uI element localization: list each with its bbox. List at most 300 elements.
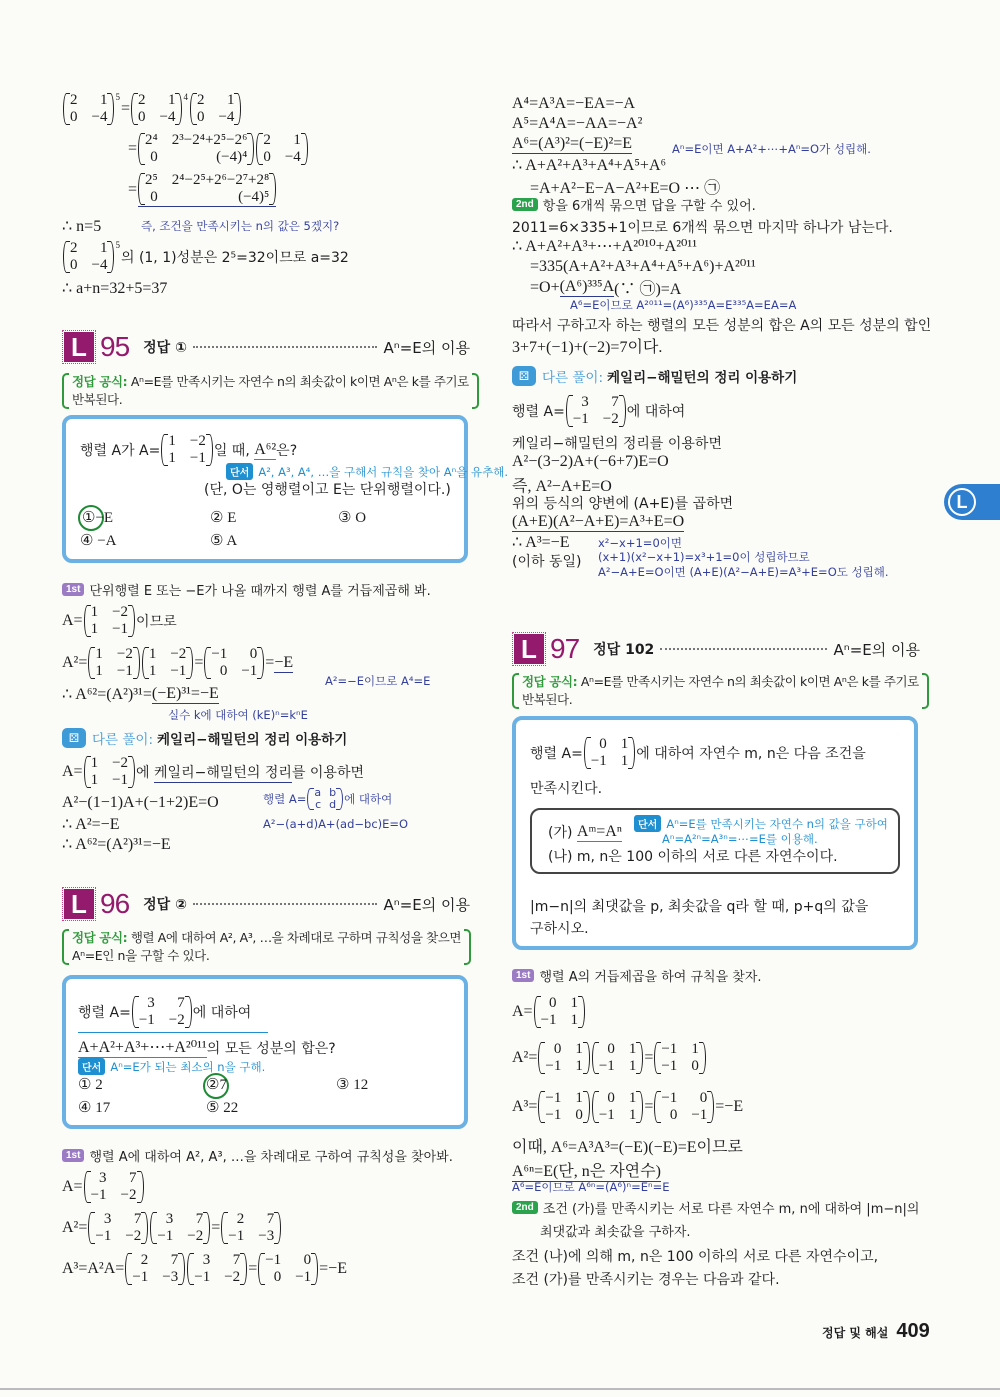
text: A²= (62, 1219, 88, 1236)
matrix-entry: 2³−2⁴+2⁵−2⁶ (171, 132, 248, 148)
equals: = (644, 1049, 654, 1066)
math-line (62, 1211, 282, 1245)
text-line (512, 334, 662, 357)
answer: 정답 ② (143, 897, 187, 913)
text: 조건 (가)를 만족시키는 경우는 다음과 같다. (512, 1272, 780, 1288)
math-line (62, 604, 177, 638)
choice-1[interactable]: ① 2 (78, 1077, 103, 1093)
matrix (307, 787, 343, 811)
text: 항을 6개씩 묶으면 답을 구할 수 있어. (542, 199, 756, 214)
text: 에 (136, 765, 155, 781)
equals: = (644, 1098, 654, 1115)
matrix-entry: 1 (148, 646, 157, 662)
text: 따라서 구하고자 하는 행렬의 모든 성분의 합은 A의 모든 성분의 합인 (512, 318, 932, 334)
matrix-entry: −2 (168, 1012, 185, 1028)
math-line (530, 276, 681, 299)
matrix-entry: −1 (545, 1090, 562, 1106)
matrix-exponent: 4 (183, 92, 188, 102)
math-line (62, 834, 171, 854)
matrix-entry: 1 (628, 1090, 637, 1106)
math-line (62, 684, 219, 704)
note: 즉, 조건을 만족시키는 n의 값은 5겠지? (141, 219, 340, 233)
matrix-entry: −2 (112, 604, 129, 620)
text-line (512, 551, 581, 571)
matrix-entry: −1 (241, 663, 258, 679)
matrix-entry: 2 (70, 240, 78, 256)
matrix-entry: 1 (226, 92, 235, 108)
text: =−E (715, 1098, 744, 1115)
step-tag: 1st (62, 1149, 84, 1162)
matrix-entry: −1 (265, 1252, 282, 1268)
formula-text: Aⁿ=E인 n을 구할 수 있다. (72, 948, 210, 963)
formula-box (512, 673, 929, 709)
page-edge (0, 1388, 1000, 1390)
matrix-entry: −2 (112, 755, 129, 771)
math-line (512, 532, 569, 552)
text: (가) (548, 825, 577, 841)
note: Aⁿ=E이면 A+A²+⋯+Aⁿ=O가 성립해. (672, 142, 871, 156)
matrix-entry: 3 (165, 1211, 174, 1227)
matrix-entry: 2 (70, 92, 78, 108)
formula-label: 정답 공식: (72, 930, 128, 945)
matrix-grid (256, 132, 307, 166)
matrix-entry: −1 (661, 1058, 678, 1074)
text: 케일리−해밀턴의 정리 (154, 762, 292, 783)
matrix-entry: 2⁴−2⁵+2⁶−2⁷+2⁸ (171, 172, 270, 188)
matrix-entry: 2 (263, 132, 271, 148)
matrix-entry: 3 (103, 1211, 112, 1227)
matrix-grid (204, 646, 264, 680)
matrix-grid (258, 1252, 318, 1286)
text: 2011=6×335+1이므로 6개씩 묶으면 마지막 하나가 남는다. (512, 220, 893, 236)
matrix-entry: 1 (620, 753, 629, 769)
matrix-entry: 1 (90, 755, 99, 771)
matrix-grid (538, 1090, 589, 1124)
text: 의 모든 성분의 합은? (206, 1040, 336, 1057)
text: 최댓값과 최솟값을 구하자. (540, 1225, 691, 1240)
condition (204, 479, 451, 499)
text: (이하 동일) (512, 554, 582, 570)
text: 행렬 A= (512, 404, 565, 420)
matrix-grid (534, 995, 585, 1029)
text: A³= (512, 1098, 538, 1115)
matrix-entry: 0 (70, 257, 78, 273)
choice-3[interactable]: ③ 12 (336, 1077, 369, 1093)
matrix (566, 394, 626, 428)
text: A⁶ⁿ=E(단, n은 자연수) (512, 1158, 661, 1182)
alt-solution-header (512, 366, 797, 386)
matrix (221, 1211, 281, 1245)
topic: Aⁿ=E의 이용 (383, 338, 470, 357)
problem-header-95 (64, 330, 470, 364)
matrix (187, 1252, 247, 1286)
equals: = (211, 1219, 221, 1236)
problem-number: 95 (100, 331, 130, 362)
text: (나) m, n은 100 이하의 서로 다른 자연수이다. (548, 849, 838, 865)
text-line (530, 896, 868, 916)
problem-number: 97 (550, 633, 580, 664)
matrix-entry: 1 (167, 92, 176, 108)
note: A²−A+E=O이면 (A+E)(A²−A+E)=A³+E=O도 성립해. (598, 565, 889, 579)
text: ∴ A⁶²=(A²)³¹=−E (62, 836, 171, 853)
choice-text: −E (95, 510, 114, 526)
text: A³=A²A= (62, 1260, 125, 1277)
matrix-entry: 0 (196, 109, 205, 125)
matrix-entry: 0 (669, 1107, 678, 1123)
matrix-entry: 2⁵ (145, 172, 158, 188)
text: 단위행렬 E 또는 −E가 나올 때까지 행렬 A를 거듭제곱해 봐. (89, 584, 431, 599)
text: ∴ A+A²+A³+⋯+A²⁰¹⁰+A²⁰¹¹ (512, 238, 698, 255)
matrix-grid (307, 787, 343, 811)
text: A= (62, 763, 83, 780)
matrix-entry: 2 (140, 1252, 149, 1268)
choice-4[interactable]: ④ 17 (78, 1100, 111, 1116)
step-tag: 2nd (512, 198, 538, 211)
matrix-entry: 0 (599, 736, 607, 752)
text: A⁶=(A³)²=(−E)²=E (512, 135, 633, 152)
text: 행렬 A= (530, 746, 583, 762)
hint-text: Aⁿ=A²ⁿ=A³ⁿ=⋯=E를 이용해. (662, 832, 818, 846)
matrix-entry: 1 (148, 663, 157, 679)
text: A²= (62, 654, 88, 671)
matrix (258, 1252, 318, 1286)
text: 이때, A⁶=A³A³=(−E)(−E)=E이므로 (512, 1139, 743, 1156)
text: A²−(3−2)A+(−6+7)E=O (512, 453, 669, 470)
math-line (62, 1252, 347, 1286)
matrix-grid (161, 433, 212, 467)
math-line (512, 115, 642, 133)
text: A⁴=A³A=−EA=−A (512, 95, 636, 112)
hint-tag: 단서 (78, 1058, 105, 1075)
text: 만족시킨다. (530, 781, 603, 797)
equals: = (120, 100, 130, 117)
math-line (512, 513, 684, 532)
problem-header-97 (514, 632, 920, 666)
matrix-grid (654, 1090, 714, 1124)
matrix-entry: 1 (90, 621, 99, 637)
hint-tag: 단서 (634, 815, 661, 832)
problem-stem (530, 736, 866, 770)
matrix-entry: −2 (125, 1228, 142, 1244)
text-line (512, 217, 893, 237)
problem-box-96 (62, 975, 468, 1129)
leader-dots (193, 903, 378, 905)
text: 행렬 A= (263, 792, 307, 806)
matrix-entry: −1 (211, 646, 228, 662)
step-1 (62, 1146, 453, 1165)
text: 에 대하여 (192, 1005, 252, 1021)
note: A⁶=E이므로 A⁶ⁿ=(A⁶)ⁿ=Eⁿ=E (512, 1180, 670, 1194)
equals: = (265, 654, 275, 671)
matrix-entry: −1 (95, 1228, 112, 1244)
matrix-entry: −1 (116, 663, 133, 679)
matrix-entry: −1 (112, 621, 129, 637)
matrix-entry: 1 (570, 1012, 579, 1028)
note (263, 787, 392, 811)
matrix-entry: −1 (661, 1090, 678, 1106)
math-line (62, 646, 293, 680)
matrix-entry: −2 (224, 1269, 241, 1285)
choice-3[interactable]: ③ O (338, 510, 367, 526)
text: 의 (1, 1)성분은 2⁵=32이므로 a=32 (120, 250, 349, 266)
text-line (512, 493, 733, 513)
text-line (530, 918, 589, 938)
matrix-entry: 0 (273, 1269, 282, 1285)
text: ∴ A⁶²=(A²)³¹= (62, 686, 152, 703)
equals: = (248, 1260, 258, 1277)
matrix-grid (63, 92, 114, 126)
formula-box (62, 929, 471, 965)
text: ∴ A+A²+A³+A⁴+A⁵+A⁶ (512, 157, 667, 174)
matrix-entry: −1 (228, 1228, 245, 1244)
matrix (584, 736, 635, 770)
matrix (150, 1211, 210, 1245)
matrix-entry: −2 (602, 411, 619, 427)
math-line (512, 135, 632, 154)
matrix (592, 1041, 643, 1075)
matrix-entry: (−4)⁴ (216, 149, 248, 165)
matrix-entry: 0 (607, 1090, 615, 1106)
matrix-step-line (128, 132, 309, 166)
matrix-entry: 1 (168, 433, 176, 449)
matrix-entry: 0 (303, 1252, 312, 1268)
matrix-step-line (128, 172, 277, 207)
matrix-entry: −1 (661, 1041, 678, 1057)
text: ∴ A²=−E (62, 816, 120, 833)
problem-number: 96 (100, 888, 130, 919)
text: (A⁶)³³⁵A (559, 278, 615, 295)
text: A⁵=A⁴A=−AA=−A² (512, 115, 643, 132)
chapter-tab[interactable] (944, 484, 1000, 520)
hint (634, 815, 888, 846)
equals: = (194, 654, 204, 671)
text: A= (62, 612, 83, 629)
text: ∴ A³=−E (512, 534, 570, 551)
matrix-entry: 3 (581, 394, 589, 410)
a-line (62, 240, 349, 274)
matrix-grid (138, 172, 276, 206)
matrix (84, 1170, 144, 1204)
alt-label: 다른 풀이: (542, 370, 604, 386)
note: 실수 k에 대하여 (kE)ⁿ=kⁿE (168, 708, 308, 722)
dice-icon: ⚄ (62, 728, 86, 748)
matrix-grid (592, 1090, 643, 1124)
choice-5[interactable]: ⑤ A (210, 533, 238, 549)
text: 위의 등식의 양변에 (A+E)를 곱하면 (512, 496, 734, 512)
matrix-entry: 1 (95, 646, 103, 662)
text: 행렬 A= (78, 1005, 131, 1021)
matrix (538, 1041, 589, 1075)
matrix-entry: −4 (91, 257, 108, 273)
condition-box (530, 808, 900, 874)
matrix-entry: 7 (195, 1211, 204, 1227)
sum-line (62, 278, 167, 298)
matrix-entry: −1 (112, 772, 129, 788)
matrix-grid (142, 646, 193, 680)
leader-dots (193, 346, 378, 348)
matrix-entry: −1 (295, 1269, 312, 1285)
step-2 (512, 195, 756, 214)
matrix-grid (132, 995, 192, 1029)
text: (−E)³¹=−E (151, 684, 219, 702)
note: A²−(a+d)A+(ad−bc)E=O (263, 817, 409, 831)
step-2 (512, 1198, 919, 1217)
matrix-entry: −4 (91, 109, 108, 125)
l-logo: L (64, 889, 94, 919)
condition-na (548, 846, 838, 866)
note: x²−x+1=0이면 (598, 536, 682, 550)
matrix-entry: −3 (162, 1269, 179, 1285)
matrix-entry: 7 (266, 1211, 275, 1227)
text-line (512, 1269, 780, 1289)
text: (∵ ㉠)=A (614, 281, 682, 298)
text: =O+ (530, 278, 560, 296)
matrix-entry: −2 (187, 1228, 204, 1244)
text: A= (62, 1178, 83, 1195)
matrix-grid (131, 92, 182, 126)
alt-title: 케일리−해밀턴의 정리 이용하기 (607, 370, 798, 386)
matrix-entry: a (314, 786, 322, 799)
choice-1[interactable] (82, 508, 113, 527)
note: A²=−E이므로 A⁴=E (325, 674, 431, 688)
n-result (62, 216, 101, 236)
page-number: 409 (896, 1320, 930, 1342)
problem-stem (78, 995, 268, 1033)
math-line (512, 394, 685, 428)
text-line (512, 1246, 878, 1266)
math-line (62, 794, 219, 812)
formula-text: 반복된다. (72, 392, 123, 407)
matrix-entry: 7 (611, 394, 619, 410)
math-line (512, 453, 669, 471)
matrix (88, 646, 139, 680)
math-line (512, 995, 586, 1029)
matrix-entry: 1 (90, 772, 99, 788)
matrix-entry: 7 (170, 1252, 179, 1268)
note: A⁶=E이므로 A²⁰¹¹=(A⁶)³³⁵A=E³³⁵A=EA=A (570, 298, 797, 312)
text: |m−n|의 최댓값을 p, 최솟값을 q라 할 때, p+q의 값을 (530, 899, 869, 915)
matrix-grid (125, 1252, 185, 1286)
matrix-entry: −2 (189, 433, 206, 449)
footer-label: 정답 및 해설 (822, 1326, 889, 1340)
dice-icon: ⚄ (512, 366, 536, 386)
matrix-entry: 7 (133, 1211, 142, 1227)
matrix-entry: 1 (168, 450, 176, 466)
matrix (654, 1041, 705, 1075)
matrix-entry: −1 (540, 1012, 557, 1028)
equals: = (128, 180, 138, 198)
text: Aᵐ=Aⁿ (576, 822, 622, 840)
alt-title: 케일리−해밀턴의 정리 이용하기 (157, 732, 348, 748)
matrix-grid (150, 1211, 210, 1245)
matrix (138, 172, 276, 207)
matrix-entry: 0 (249, 646, 258, 662)
matrix-grid (88, 646, 139, 680)
topic: Aⁿ=E의 이용 (383, 895, 470, 914)
matrix (161, 433, 212, 467)
formula-text: 반복된다. (522, 692, 573, 707)
leader-dots (660, 648, 827, 650)
matrix-entry: 1 (99, 92, 108, 108)
formula-label: 정답 공식: (72, 374, 128, 389)
matrix-entry: 1 (575, 1058, 583, 1074)
note: (x+1)(x²−x+1)=x³+1=0이 성립하므로 (598, 550, 810, 564)
matrix-entry: 1 (628, 1058, 637, 1074)
matrix (538, 1090, 589, 1124)
matrix-entry: −1 (132, 1269, 149, 1285)
choice-5[interactable]: ⑤ 22 (206, 1100, 239, 1116)
matrix-entry: 0 (219, 663, 228, 679)
text: 행렬 A의 거듭제곱을 하여 규칙을 찾자. (539, 970, 762, 985)
step-tag: 1st (62, 583, 84, 596)
choice-2[interactable]: ② E (210, 510, 237, 526)
matrix (84, 755, 135, 789)
matrix-exponent: 5 (115, 92, 120, 102)
text: 이므로 (136, 614, 177, 630)
condition-ga (548, 822, 622, 842)
matrix (84, 604, 135, 638)
matrix (88, 1211, 148, 1245)
text: 구하시오. (530, 921, 589, 937)
text: A+A²+A³+⋯+A²⁰¹¹ (78, 1039, 207, 1056)
text: (A+E)(A²−A+E)=A³+E=O (512, 513, 685, 530)
matrix-entry: 2 (138, 92, 146, 108)
matrix-grid (84, 755, 135, 789)
text-line (512, 315, 931, 335)
text: 에 대하여 (626, 404, 686, 420)
matrix-entry: −3 (258, 1228, 275, 1244)
matrix-entry: 0 (575, 1107, 583, 1123)
step-tag: 2nd (512, 1201, 538, 1214)
choice-4[interactable]: ④ −A (80, 533, 117, 549)
matrix (204, 646, 264, 680)
step-1 (62, 580, 431, 599)
problem-box-97 (512, 716, 918, 950)
hint-text: Aⁿ=E가 되는 최소의 n을 구해. (110, 1060, 266, 1074)
text: 조건 (나)에 의해 m, n은 100 이하의 서로 다른 자연수이고, (512, 1249, 879, 1265)
text: A²−(1−1)A+(−1+2)E=O (62, 794, 219, 811)
matrix-grid (538, 1041, 589, 1075)
matrix-entry: −1 (691, 1107, 708, 1123)
matrix-entry: 0 (138, 109, 146, 125)
hint-tag: 단서 (226, 463, 253, 480)
text: ∴ n=5 (62, 218, 102, 235)
matrix (63, 92, 120, 126)
matrix-entry: −2 (170, 646, 187, 662)
matrix-entry: 0 (263, 149, 271, 165)
problem-header-96 (64, 887, 470, 921)
math-line (512, 95, 635, 113)
matrix-entry: 7 (177, 995, 185, 1011)
matrix-entry: −4 (218, 109, 235, 125)
matrix-entry: −1 (572, 411, 589, 427)
formula-text: 행렬 A에 대하여 A², A³, …을 차례대로 구하며 규칙성을 찾으면 (130, 930, 462, 945)
text-line (512, 433, 722, 453)
matrix-entry: 0 (70, 109, 78, 125)
matrix-entry: 0 (691, 1058, 699, 1074)
matrix-entry: −1 (598, 1107, 615, 1123)
matrix-grid (84, 604, 135, 638)
choice-num: ② (206, 1077, 220, 1093)
text: 조건 (가)를 만족시키는 서로 다른 자연수 m, n에 대하여 |m−n|의 (542, 1202, 920, 1217)
choice-2[interactable] (206, 1075, 227, 1094)
matrix-entry: 0 (699, 1090, 708, 1106)
text: 행렬 A가 A= (80, 443, 161, 459)
matrix-entry: 7 (232, 1252, 241, 1268)
hint-text: A², A³, A⁴, …을 구해서 규칙을 찾아 Aⁿ을 유추해. (258, 465, 508, 479)
equals: = (128, 140, 138, 157)
matrix-entry: 1 (620, 736, 629, 752)
